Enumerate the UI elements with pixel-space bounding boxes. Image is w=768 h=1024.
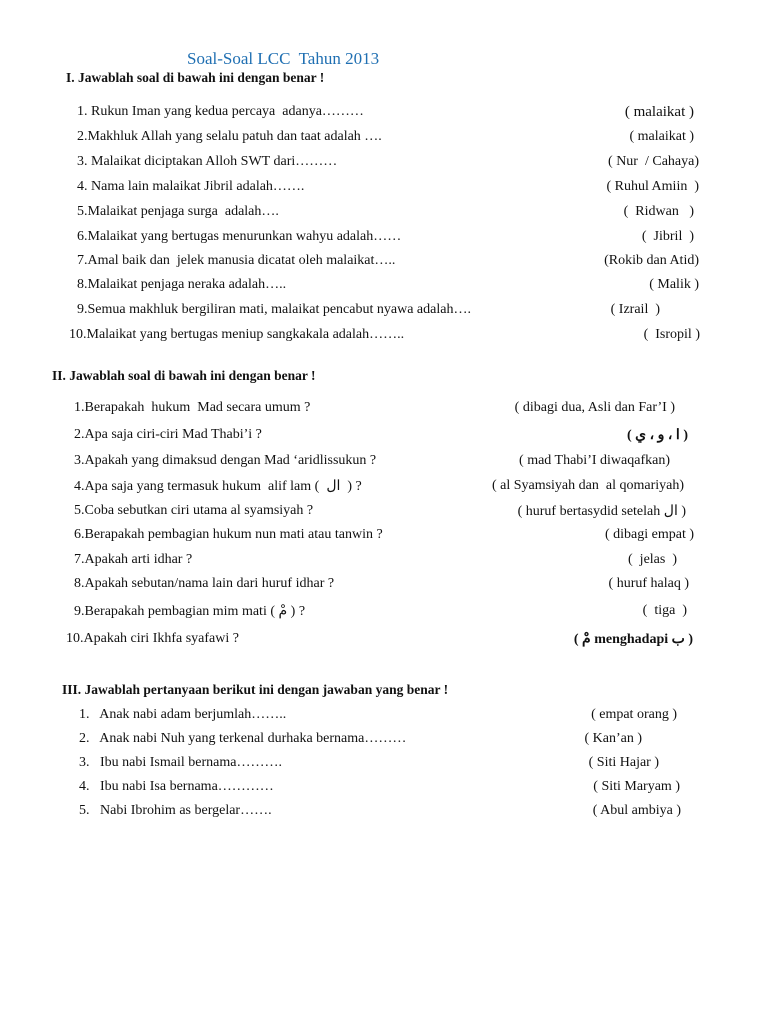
question-text: 2. Anak nabi Nuh yang terkenal durhaka bernama……… [79,731,407,746]
answer-text: ( Siti Hajar ) [588,755,659,770]
question-row [70,179,699,199]
question-text: 1.Berapakah hukum Mad secara umum ? [74,400,311,415]
question-text: 3. Malaikat diciptakan Alloh SWT dari……… [77,154,338,169]
question-row [72,707,677,727]
answer-text: ( dibagi empat ) [604,527,694,542]
answer-text: (Rokib dan Atid) [604,253,699,268]
question-row [72,731,642,751]
section-1-heading: I. Jawablah soal di bawah ini dengan benar ! [66,70,325,85]
answer-text: ( Nur / Cahaya) [608,154,699,169]
question-row [72,779,680,799]
question-text: 10.Malaikat yang bertugas meniup sangkakala adalah…….. [69,327,405,342]
question-text: 2.Apa saja ciri-ciri Mad Thabi’i ? [74,427,262,442]
answer-text: ( malaikat ) [629,129,694,144]
question-text: 9.Semua makhluk bergiliran mati, malaikat pencabut nyawa adalah…. [77,302,471,317]
answer-text: ( ا ، و ، ي ) [627,428,688,443]
question-row [67,453,670,473]
answer-text: ( huruf halaq ) [608,576,689,591]
question-text: 2.Makhluk Allah yang selalu patuh dan taat adalah …. [77,129,382,144]
question-row [67,527,694,547]
question-text: 8.Apakah sebutan/nama lain dari huruf idhar ? [74,576,335,591]
answer-text: ( malaikat ) [624,104,694,120]
question-text: 5.Coba sebutkan ciri utama al syamsiyah ? [74,503,314,518]
answer-text: ( dibagi dua, Asli dan Far’I ) [514,400,675,415]
question-row [70,302,660,322]
answer-text: ( Abul ambiya ) [592,803,681,818]
question-row [70,229,694,249]
answer-text: ( jelas ) [628,552,677,567]
question-text: 1. Rukun Iman yang kedua percaya adanya……… [77,104,364,119]
question-text: 4. Nama lain malaikat Jibril adalah……. [77,179,305,194]
question-row [72,755,659,775]
question-row [67,427,688,447]
question-text: 7.Apakah arti idhar ? [74,552,193,567]
answer-text: ( Ridwan ) [623,204,694,219]
question-text: 4.Apa saja yang termasuk hukum alif lam ( ال ) ? [74,479,362,494]
question-row [70,154,699,174]
answer-text: ( huruf bertasydid setelah ال ) [517,504,686,519]
question-text: 8.Malaikat penjaga neraka adalah….. [77,277,287,292]
question-text: 10.Apakah ciri Ikhfa syafawi ? [66,631,239,646]
question-text: 3. Ibu nabi Ismail bernama………. [79,755,282,770]
question-row [59,631,693,651]
question-text: 3.Apakah yang dimaksud dengan Mad ‘aridlissukun ? [74,453,377,468]
question-text: 6.Berapakah pembagian hukum nun mati atau tanwin ? [74,527,383,542]
question-text: 5. Nabi Ibrohim as bergelar……. [79,803,272,818]
section-2-heading: II. Jawablah soal di bawah ini dengan benar ! [52,368,316,383]
question-text: 5.Malaikat penjaga surga adalah…. [77,204,279,219]
answer-text: ( mad Thabi’I diwaqafkan) [519,453,670,468]
question-row [67,552,677,572]
question-row [67,576,689,596]
question-row [67,603,687,623]
question-row [67,478,684,498]
question-row [67,400,675,420]
section-3-heading: III. Jawablah pertanyaan berikut ini dengan jawaban yang benar ! [62,682,449,697]
answer-text: ( Malik ) [649,277,699,292]
question-row [70,253,699,273]
answer-text: ( empat orang ) [591,707,677,722]
answer-text: ( Jibril ) [641,229,694,244]
question-row [67,503,686,523]
answer-text: ( Izrail ) [610,302,660,317]
question-text: 1. Anak nabi adam berjumlah…….. [79,707,287,722]
page-title: Soal-Soal LCC Tahun 2013 [187,49,380,68]
answer-text: ( مْ menghadapi ب ) [573,632,693,647]
question-row [70,204,694,224]
question-row [70,277,699,297]
answer-text: ( Kan’an ) [584,731,642,746]
question-row [70,104,694,124]
question-row [70,129,694,149]
answer-text: ( Ruhul Amiin ) [606,179,699,194]
question-row [62,327,700,347]
question-text: 7.Amal baik dan jelek manusia dicatat oleh malaikat….. [77,253,396,268]
answer-text: ( Isropil ) [643,327,700,342]
answer-text: ( Siti Maryam ) [593,779,680,794]
question-text: 4. Ibu nabi Isa bernama………… [79,779,274,794]
answer-text: ( al Syamsiyah dan al qomariyah) [491,478,684,493]
question-row [72,803,681,823]
question-text: 9.Berapakah pembagian mim mati ( مْ ) ? [74,604,306,619]
answer-text: ( tiga ) [642,603,687,618]
question-text: 6.Malaikat yang bertugas menurunkan wahyu adalah…… [77,229,402,244]
